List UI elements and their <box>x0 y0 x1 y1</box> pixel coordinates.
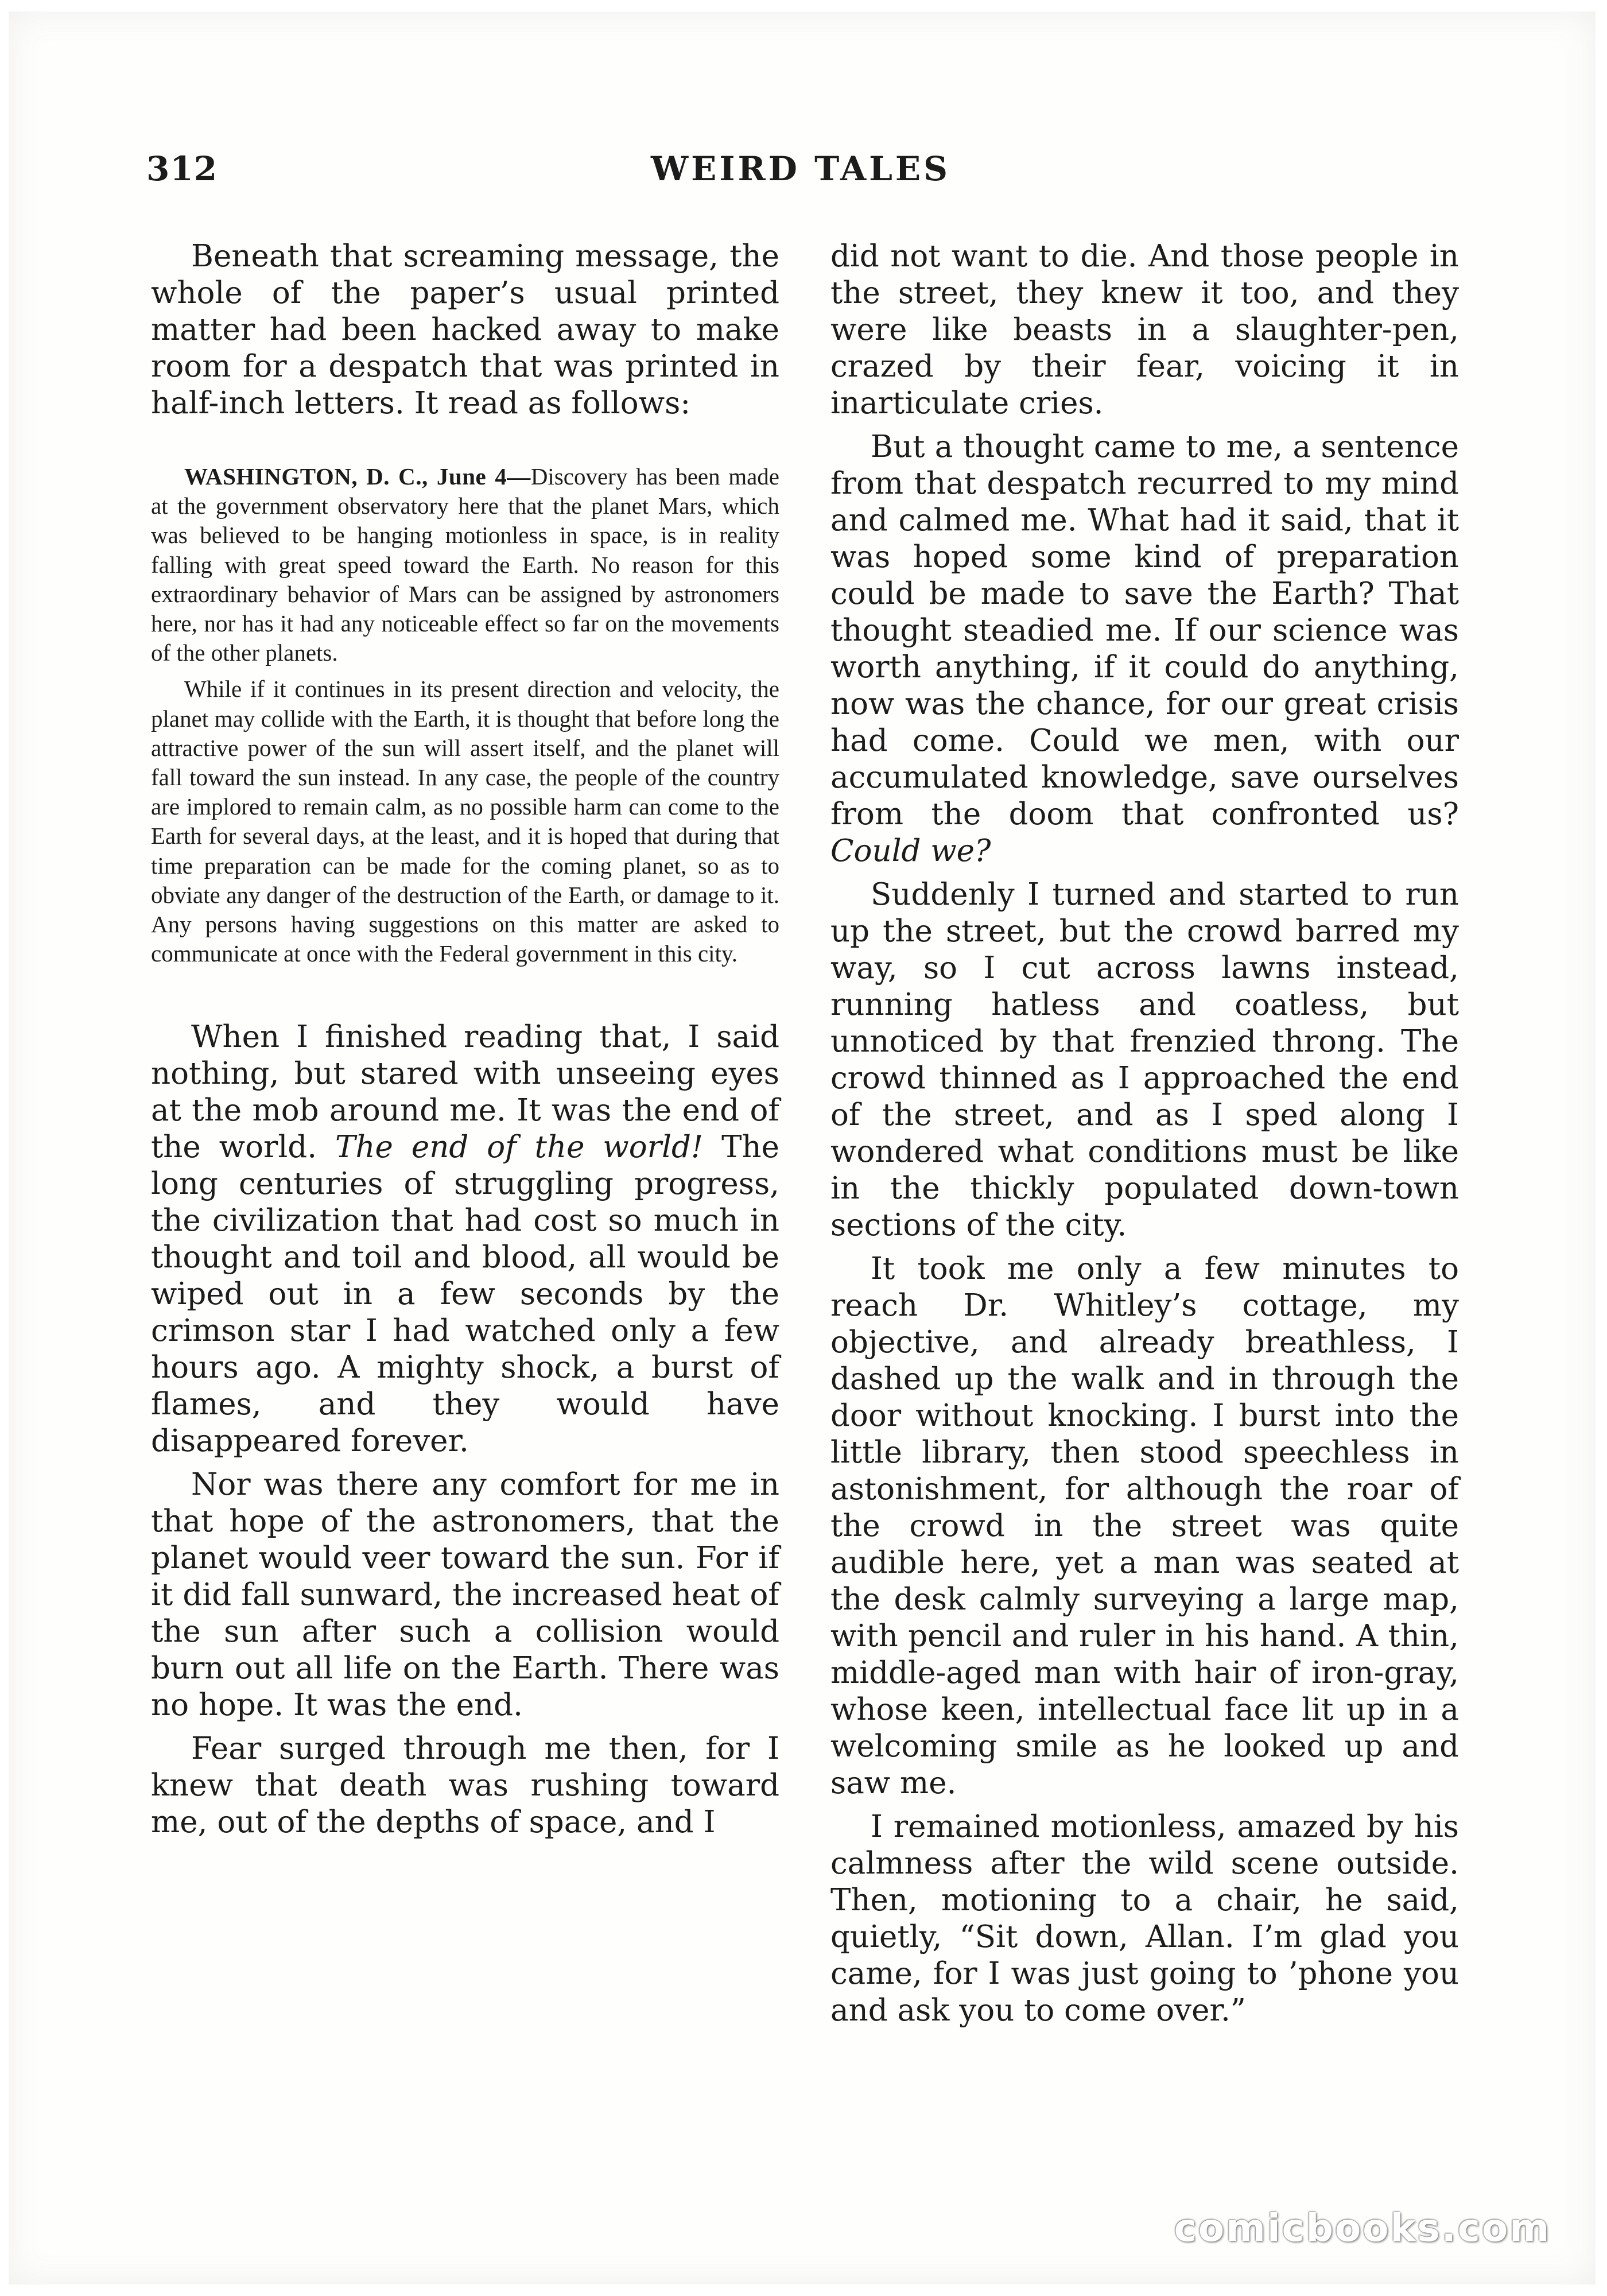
left-paragraph-2 <box>151 1019 779 1460</box>
right-paragraph-3: Suddenly I turned and started to run up the street, but the crowd barred my way, so I cut across lawns instead, running hatless and coatless, but unnoticed by that frenzied throng. The crowd thinned as I approached the end of the street, and as I sped along I wondered what conditions must be like in the thickly populated down-town sections of the city. <box>830 877 1459 1243</box>
left-paragraph-3: Nor was there any comfort for me in that hope of the astronomers, that the planet would veer toward the sun. For if it did fall sunward, the increased heat of the sun after such a collision would burn out all life on the Earth. There was no hope. It was the end. <box>151 1467 779 1723</box>
left-column <box>151 238 779 1848</box>
site-watermark: comicbooks.com <box>1174 2206 1551 2250</box>
right-paragraph-2-start: But a thought came to me, a sentence from that despatch recurred to my mind and calmed me. What had it said, that it was hoped some kind of preparation could be made to save the Earth? That thought steadied me. If our science was worth anything, if it could do anything, now was the chance, for our great crisis had come. Could we men, with our accumulated knowledge, save ourselves from the doom that confronted us? <box>830 429 1459 832</box>
right-paragraph-4: It took me only a few minutes to reach Dr. Whitley’s cottage, my objective, and already breathless, I dashed up the walk and in through the door without knocking. I burst into the little library, then stood speechless in astonishment, for although the roar of the crowd in the street was quite audible here, yet a man was seated at the desk calmly surveying a large map, with pencil and ruler in his hand. A thin, middle-aged man with hair of iron-gray, whose keen, intellectual face lit up in a welcoming smile as he looked up and saw me. <box>830 1251 1459 1801</box>
page-number: 312 <box>146 149 218 188</box>
right-paragraph-2-italic: Could we? <box>830 833 991 868</box>
left-paragraph-2-end: The long centuries of struggling progress, the civilization that had cost so much in thought and toil and blood, all would be wiped out in a few seconds by the crimson star I had watched only a few hours ago. A mighty shock, a burst of flames, and they would have disappeared forever. <box>151 1130 779 1459</box>
magazine-page <box>9 11 1596 2285</box>
right-paragraph-5: I remained motionless, amazed by his calmness after the wild scene outside. Then, motioning to a chair, he said, quietly, “Sit down, Allan. I’m glad you came, for I was just going to ’phone you and ask you to come over.” <box>830 1809 1459 2028</box>
magazine-title: WEIRD TALES <box>650 149 951 188</box>
dispatch-dateline: WASHINGTON, D. C., June 4— <box>184 463 531 490</box>
dispatch-paragraph-2: While if it continues in its present direction and velocity, the planet may collide with the Earth, it is thought that before long the attractive power of the sun will assert itself, and the planet will fall toward the sun instead. In any case, the people of the country are implored to remain calm, as no possible harm can come to the Earth for several days, at the least, and it is hoped that during that time preparation can be made for the coming planet, so as to obviate any danger of the destruction of the Earth, or damage to it. Any persons having suggestions on this matter are asked to communicate at once with the Federal government in this city. <box>151 676 779 967</box>
right-paragraph-2 <box>830 429 1459 870</box>
dispatch-paragraph-1-text: Discovery has been made at the government observatory here that the planet Mars, which was believed to be hanging motionless in space, is in reality falling with great speed toward the Earth. No reason for this extraordinary behavior of Mars can be assigned by astronomers here, nor has it had any noticeable effect so far on the movements of the other planets. <box>151 463 780 666</box>
dispatch-paragraph-1 <box>151 462 779 668</box>
left-paragraph-2-italic: The end of the world! <box>335 1130 704 1165</box>
running-header <box>146 149 1455 201</box>
left-paragraph-1: Beneath that screaming message, the whole of the paper’s usual printed matter had been hacked away to make room for a despatch that was printed in half-inch letters. It read as follows: <box>151 239 779 421</box>
left-paragraph-4: Fear surged through me then, for I knew that death was rushing toward me, out of the depths of space, and I <box>151 1731 779 1840</box>
right-column <box>830 238 1459 2036</box>
left-paragraph-2-start: When I finished reading that, I said nothing, but stared with unseeing eyes at the mob around me. It was the end of the world. <box>151 1019 779 1165</box>
news-dispatch <box>151 462 779 968</box>
right-paragraph-1: did not want to die. And those people in the street, they knew it too, and they were like beasts in a slaughter-pen, crazed by their fear, voicing it in inarticulate cries. <box>830 239 1459 421</box>
